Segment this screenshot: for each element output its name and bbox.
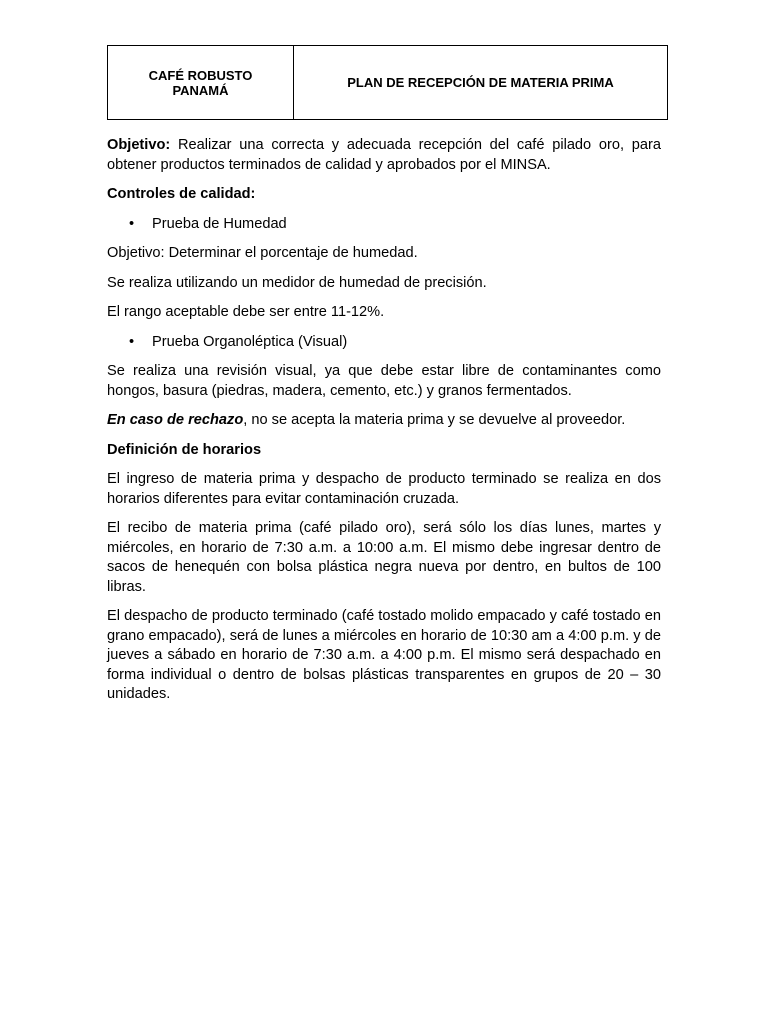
rejection-label: En caso de rechazo	[107, 412, 244, 428]
rejection-paragraph	[107, 411, 661, 431]
bullet-humidity-test	[107, 215, 661, 235]
objective-label: Objetivo:	[107, 137, 171, 153]
company-name-cell	[108, 46, 294, 119]
bullet-dot-icon: •	[129, 215, 135, 232]
humidity-test-title: Prueba de Humedad	[152, 215, 287, 232]
schedules-paragraph-2: El recibo de materia prima (café pilado oro), será sólo los días lunes, martes y miércoles, en horario de 7:30 a.m. a 10:00 a.m. El mismo debe ingresar dentro de sacos de henequén con bolsa plástica negra nueva por dentro, en bultos de 100 libras.	[107, 520, 661, 595]
schedules-paragraph-1: El ingreso de materia prima y despacho de producto terminado se realiza en dos horarios diferentes para evitar contaminación cruzada.	[107, 471, 661, 507]
humidity-objective: Objetivo: Determinar el porcentaje de humedad.	[107, 245, 418, 261]
bullet-organoleptic-test	[107, 333, 661, 353]
plan-title-cell	[294, 46, 667, 119]
company-name-line1: CAFÉ ROBUSTO	[148, 67, 253, 83]
objective-paragraph	[107, 136, 661, 175]
rejection-text: , no se acepta la materia prima y se devuelve al proveedor.	[243, 412, 626, 428]
plan-title: PLAN DE RECEPCIÓN DE MATERIA PRIMA	[347, 75, 614, 90]
humidity-range: El rango aceptable debe ser entre 11-12%.	[107, 304, 385, 320]
document-header-table	[107, 45, 668, 120]
company-name-line2: PANAMÁ	[172, 82, 229, 98]
bullet-dot-icon: •	[129, 333, 135, 350]
organoleptic-test-title: Prueba Organoléptica (Visual)	[152, 333, 348, 350]
organoleptic-description: Se realiza una revisión visual, ya que debe estar libre de contaminantes como hongos, basura (piedras, madera, cemento, etc.) y granos fermentados.	[107, 363, 661, 399]
schedules-heading: Definición de horarios	[107, 441, 262, 458]
document-body	[107, 136, 661, 715]
objective-text: Realizar una correcta y adecuada recepción del café pilado oro, para obtener productos terminados de calidad y aprobados por el MINSA.	[107, 137, 661, 173]
schedules-paragraph-3: El despacho de producto terminado (café tostado molido empacado y café tostado en grano empacado), será de lunes a miércoles en horario de 10:30 am a 4:00 p.m. y de jueves a sábado en horario de 7:30 a.m. a 4:00 p.m. El mismo será despachado en forma individual o dentro de bolsas plásticas transparentes en grupos de 20 – 30 unidades.	[107, 608, 661, 702]
humidity-method: Se realiza utilizando un medidor de humedad de precisión.	[107, 274, 487, 291]
quality-controls-heading: Controles de calidad:	[107, 186, 256, 202]
